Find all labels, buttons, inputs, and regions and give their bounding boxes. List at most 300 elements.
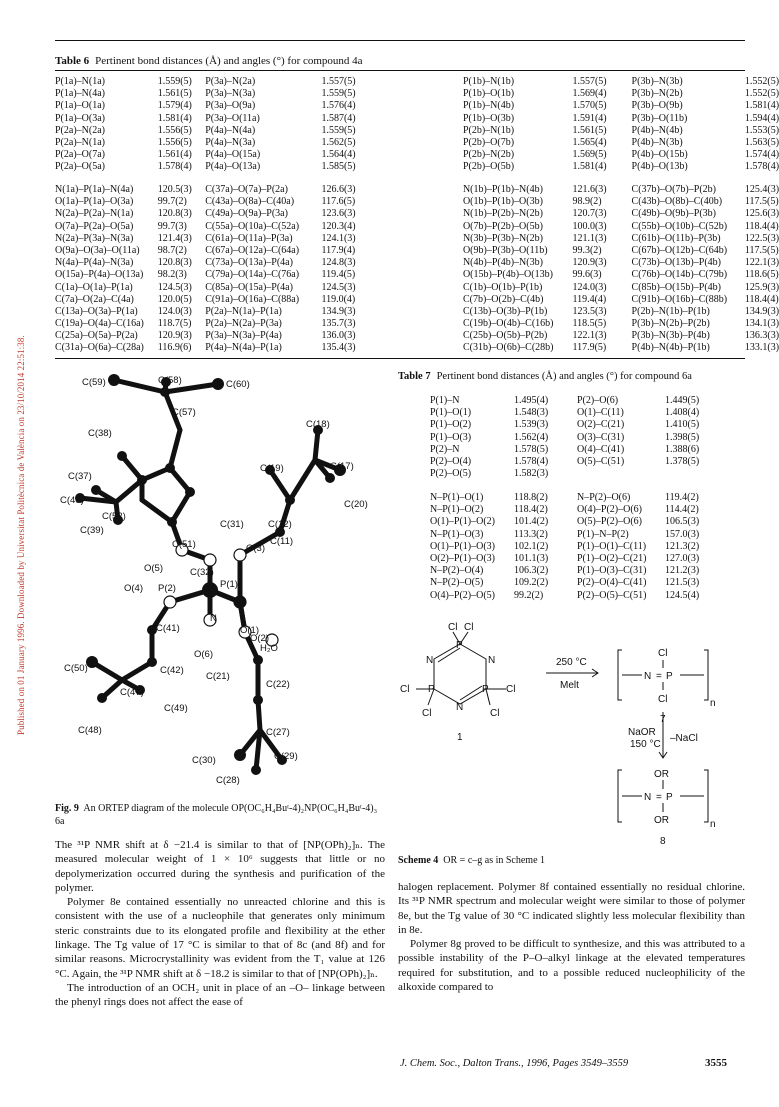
table-cell: 136.3(3) xyxy=(744,330,779,342)
table-cell: P(2b)–N(1b) xyxy=(462,124,515,136)
table-row xyxy=(430,395,745,407)
table-cell: 135.4(3) xyxy=(321,342,356,354)
table-cell: P(3b)–N(2b) xyxy=(631,88,683,100)
table-cell: 120.3(4) xyxy=(321,220,356,232)
figure9-caption xyxy=(55,803,385,828)
table-row xyxy=(430,407,745,419)
table-cell: 124.5(3) xyxy=(157,281,192,293)
atom-label: C(38) xyxy=(88,428,112,439)
svg-text:P: P xyxy=(666,792,673,803)
table-cell: O(15b)–P(4b)–O(13b) xyxy=(462,269,553,281)
table-cell: 117.9(4) xyxy=(321,244,356,256)
table-cell: 119.4(5) xyxy=(321,269,356,281)
table-cell: N(1b)–P(1b)–N(4b) xyxy=(462,184,543,195)
table6-label: Table 6 xyxy=(55,55,90,67)
table-cell: C(25b)–O(5b)–P(2b) xyxy=(462,330,548,342)
table-row xyxy=(55,76,779,88)
svg-text:Cl: Cl xyxy=(490,708,500,719)
table-cell: 120.7(3) xyxy=(572,208,607,220)
table-cell: 113.3(2) xyxy=(514,528,548,540)
table-cell: C(37a)–O(7a)–P(2a) xyxy=(205,184,288,195)
table-cell: P(2a)–N(2a) xyxy=(55,124,105,136)
page-number: 3555 xyxy=(705,1057,727,1069)
table-cell: 121.3(2) xyxy=(665,540,700,552)
table-cell: 133.1(3) xyxy=(744,342,779,354)
table-cell: P(1b)–O(1b) xyxy=(462,88,515,100)
table-cell: 126.6(3) xyxy=(321,184,356,195)
body-column-right xyxy=(398,880,745,994)
svg-text:N: N xyxy=(488,655,496,666)
svg-text:Cl: Cl xyxy=(448,622,458,633)
table-cell: P(4a)–N(4a)–P(1a) xyxy=(205,342,282,354)
atom-label: C(28) xyxy=(216,775,240,786)
table-cell: 1.582(3) xyxy=(514,468,549,480)
table-cell: 1.561(5) xyxy=(572,124,607,136)
table-cell: 120.8(3) xyxy=(157,257,192,269)
table-cell: 101.4(2) xyxy=(514,516,549,528)
atom-label: C(17) xyxy=(330,461,354,472)
table-cell: P(3b)–N(3b)–P(4b) xyxy=(631,330,710,342)
table-cell: 118.7(5) xyxy=(157,318,192,330)
table-cell: O(4)–P(2)–O(6) xyxy=(577,504,642,516)
figure9-label: Fig. 9 xyxy=(55,803,79,814)
table-cell: C(55b)–O(10b)–C(52b) xyxy=(631,220,728,232)
table-cell: O(1)–C(11) xyxy=(577,407,624,419)
atom-label: C(32) xyxy=(190,567,214,578)
table-cell: C(13b)–O(3b)–P(1b) xyxy=(462,305,548,317)
table-cell: 120.9(3) xyxy=(157,330,192,342)
table-row xyxy=(55,293,779,306)
paragraph: The introduction of an OCH₂ unit in place of an –O– linkage between the phenyl rings does not affect the ease of xyxy=(55,981,385,1009)
table-cell: 1.564(4) xyxy=(321,149,356,161)
table-cell: 124.8(3) xyxy=(321,257,356,269)
atom-label: C(57) xyxy=(172,407,196,418)
table-cell: N–P(1)–O(1) xyxy=(430,492,484,503)
table7-caption: Pertinent bond distances (Å) and angles (°) for compound 6a xyxy=(436,371,692,382)
table-cell: 124.5(3) xyxy=(321,281,356,293)
table-cell: P(4b)–N(4b)–P(1b) xyxy=(631,342,710,354)
table-cell: N(1b)–P(2b)–N(2b) xyxy=(462,208,543,220)
table-cell: C(13a)–O(3a)–P(1a) xyxy=(55,305,138,317)
atom-label: C(47) xyxy=(120,687,144,698)
table-cell: O(1)–P(1)–O(2) xyxy=(430,516,495,528)
svg-text:N: N xyxy=(644,671,652,682)
table-row xyxy=(55,257,779,269)
atom-label: C(27) xyxy=(266,727,290,738)
table-row xyxy=(55,161,779,173)
table-cell: 1.449(5) xyxy=(665,395,700,406)
cyclic-ring xyxy=(434,644,486,704)
table-cell: 98.9(2) xyxy=(572,196,602,208)
table-cell: P(2a)–O(7a) xyxy=(55,149,105,161)
table-cell: P(1a)–N(4a) xyxy=(55,88,105,100)
table-cell: P(1a)–O(3a) xyxy=(55,112,105,124)
paragraph: halogen replacement. Polymer 8f contained essentially no residual chlorine. Its ³¹P NMR spectrum and molecular weight were similar to those of polymer 8e, but the Tg value of 30 °C indicated slightly less molecular flexibility than in 8e. xyxy=(398,881,745,936)
table-cell: 99.7(2) xyxy=(157,196,187,208)
table-cell: O(9a)–O(3a)–O(11a) xyxy=(55,244,140,256)
table-cell: N(4a)–P(4a)–N(3a) xyxy=(55,257,134,269)
table-cell: P(3a)–N(2a) xyxy=(205,76,256,87)
table-row xyxy=(55,184,779,196)
table-cell: C(49a)–O(9a)–P(3a) xyxy=(205,208,288,220)
table-cell: C(43b)–O(8b)–C(40b) xyxy=(631,196,723,208)
table-cell: C(1a)–O(1a)–P(1a) xyxy=(55,281,133,293)
table-cell: C(85a)–O(15a)–P(4a) xyxy=(205,281,293,293)
table-cell: N–P(2)–O(6) xyxy=(577,492,631,503)
table-row xyxy=(55,281,779,294)
atom-label: C(51) xyxy=(172,539,196,550)
table-row xyxy=(430,468,745,480)
table-cell: 114.4(2) xyxy=(665,504,699,516)
table-cell: 157.0(3) xyxy=(665,528,700,540)
table-cell: O(7a)–P(2a)–O(5a) xyxy=(55,220,134,232)
table-cell: 134.9(3) xyxy=(744,305,779,317)
table-cell: C(91b)–O(16b)–C(88b) xyxy=(631,293,728,305)
table-row xyxy=(430,504,745,516)
table-cell: P(1)–O(2) xyxy=(430,419,472,431)
atom-label: C(42) xyxy=(160,665,184,676)
atom-label: H₂O xyxy=(260,643,278,654)
atom-label: C(58) xyxy=(158,375,182,386)
table-cell: 121.4(3) xyxy=(157,232,192,244)
table-cell: N(2a)–P(2a)–N(1a) xyxy=(55,208,134,220)
table-cell: O(5)–C(51) xyxy=(577,455,625,467)
table-cell: 122.1(3) xyxy=(572,330,607,342)
table-cell: C(61a)–O(11a)–P(3a) xyxy=(205,232,293,244)
svg-text:OR: OR xyxy=(654,815,669,826)
svg-text:7: 7 xyxy=(660,714,666,725)
table-cell: P(4a)–N(4a) xyxy=(205,124,256,136)
table6-caption: Pertinent bond distances (Å) and angles (°) for compound 4a xyxy=(95,55,363,67)
table-cell: 106.5(3) xyxy=(665,516,700,528)
svg-text:Cl: Cl xyxy=(422,708,432,719)
table-cell: 101.1(3) xyxy=(514,552,549,564)
table-cell: P(1)–O(3) xyxy=(430,431,472,443)
svg-text:P: P xyxy=(482,684,489,695)
table-cell: 119.4(2) xyxy=(665,492,699,503)
body-column-left xyxy=(55,838,385,1010)
table-cell: 120.9(3) xyxy=(572,257,607,269)
table-cell: P(4a)–N(3a) xyxy=(205,136,256,148)
atom-label: C(18) xyxy=(306,419,330,430)
table-cell: 1.594(4) xyxy=(744,112,779,124)
paragraph: Polymer 8g proved to be difficult to synthesize, and this was attributed to a possible instability of the P–O–alkyl linkage at the elevated temperatures required for substitution, and to a possible reduced nucleophilicity of the alkoxide compared to xyxy=(398,938,745,994)
table6-title xyxy=(55,55,363,67)
svg-text:Cl: Cl xyxy=(506,684,516,695)
table-cell: 1.562(5) xyxy=(321,136,356,148)
table-cell: 99.3(2) xyxy=(572,244,602,256)
table-cell: C(31a)–O(6a)–C(28a) xyxy=(55,342,144,354)
table-cell: 1.587(4) xyxy=(321,112,356,124)
table-cell: 119.0(4) xyxy=(321,293,356,305)
table-cell: 117.6(5) xyxy=(321,196,356,208)
figure9-caption-text: An ORTEP diagram of the molecule OP(OC₆H₄Buᵗ-4)₂NP(OC₆H₄Buᵗ-4)₃ 6a xyxy=(55,803,378,827)
table-cell: P(2b)–O(5b) xyxy=(462,161,515,173)
table-cell: O(4)–P(2)–O(5) xyxy=(430,589,495,601)
table-cell: 127.0(3) xyxy=(665,552,700,564)
table-cell: P(4a)–O(15a) xyxy=(205,149,261,161)
table-cell: 98.2(3) xyxy=(157,269,187,281)
table-cell: C(61b)–O(11b)–P(3b) xyxy=(631,232,721,244)
table-cell: 134.9(3) xyxy=(321,305,356,317)
table-cell: C(19a)–O(4a)–C(16a) xyxy=(55,318,144,330)
atom-label: C(31) xyxy=(220,519,244,530)
table-cell: C(79a)–O(14a)–C(76a) xyxy=(205,269,300,281)
table-cell: 116.9(6) xyxy=(157,342,192,354)
svg-text:N: N xyxy=(456,702,464,713)
table6-head-rule xyxy=(55,70,745,71)
table-cell: O(5)–P(2)–O(6) xyxy=(577,516,642,528)
table-cell: 123.5(3) xyxy=(572,305,607,317)
table-row xyxy=(430,456,745,468)
table-row xyxy=(55,269,779,281)
table-cell: 120.5(3) xyxy=(157,184,192,195)
table-cell: P(3b)–N(3b) xyxy=(631,76,683,87)
table-cell: 1.565(4) xyxy=(572,136,607,148)
table-cell: O(1a)–P(1a)–O(3a) xyxy=(55,196,134,208)
table-row xyxy=(430,419,745,431)
svg-text:Melt: Melt xyxy=(560,680,579,691)
table-cell: C(25a)–O(5a)–P(2a) xyxy=(55,330,138,342)
svg-text:N: N xyxy=(426,655,434,666)
table-cell: C(85b)–O(15b)–P(4b) xyxy=(631,281,721,293)
download-watermark xyxy=(4,215,26,735)
download-note: Published on 01 January 1996. Downloaded by Universitat Politècnica de València on 23/10/2014 22:51:38. xyxy=(16,335,26,735)
svg-text:NaOR: NaOR xyxy=(628,727,656,738)
paragraph: The ³¹P NMR shift at δ −21.4 is similar to that of [NP(OPh)₂]ₙ. The measured molecular weight of 1 × 10⁶ suggests that little or no depolymerization occurred during the synthesis and purification of the polymer. xyxy=(55,839,385,894)
table-cell: P(1)–N–P(2) xyxy=(577,528,629,540)
table-cell: 134.1(3) xyxy=(744,318,779,330)
table-cell: 1.581(4) xyxy=(744,100,779,112)
table-cell: 135.7(3) xyxy=(321,318,356,330)
atom-label: C(12) xyxy=(268,519,292,530)
table-cell: P(1)–O(3)–C(31) xyxy=(577,565,647,577)
table-row xyxy=(55,244,779,257)
table-cell: P(2a)–N(2a)–P(3a) xyxy=(205,318,282,330)
table-row xyxy=(55,330,779,342)
table-cell: O(7b)–P(2b)–O(5b) xyxy=(462,220,543,232)
table-cell: 1.569(5) xyxy=(572,149,607,161)
table-cell: 120.0(5) xyxy=(157,293,192,305)
table-cell: O(2)–C(21) xyxy=(577,419,625,431)
atom-label: C(40) xyxy=(60,495,84,506)
table-row xyxy=(430,516,745,528)
table-cell: C(55a)–O(10a)–C(52a) xyxy=(205,220,300,232)
table-cell: C(7a)–O(2a)–C(4a) xyxy=(55,293,134,305)
scheme4-svg xyxy=(398,620,743,850)
svg-text:=: = xyxy=(656,671,662,682)
svg-text:OR: OR xyxy=(654,769,669,780)
table-cell: O(9b)–P(3b)–O(11b) xyxy=(462,244,548,256)
table-row xyxy=(430,492,745,504)
table-cell: 121.6(3) xyxy=(572,184,607,195)
table-cell: P(1)–N xyxy=(430,395,460,406)
table-row xyxy=(430,577,745,589)
table-row xyxy=(55,220,779,233)
table6-bottom-rule xyxy=(55,358,745,359)
table-cell: 117.5(5) xyxy=(744,244,779,256)
table-cell: 1.398(5) xyxy=(665,431,700,443)
table-cell: 1.559(5) xyxy=(321,88,356,100)
atom-label: O(5) xyxy=(144,563,163,574)
table-cell: 100.0(3) xyxy=(572,220,607,232)
table-cell: 1.578(4) xyxy=(514,455,549,467)
svg-text:n: n xyxy=(710,698,716,709)
table-row xyxy=(430,553,745,565)
atom-label: C(19) xyxy=(260,463,284,474)
table-cell: 118.4(2) xyxy=(514,504,548,516)
table-cell: C(67b)–O(12b)–C(64b) xyxy=(631,244,728,256)
table-cell: 1.378(5) xyxy=(665,455,700,467)
table6-distances xyxy=(55,76,779,174)
table-cell: P(1a)–O(1a) xyxy=(55,100,105,112)
table-cell: 124.5(4) xyxy=(665,589,700,601)
table-cell: 106.3(2) xyxy=(514,565,549,577)
table-cell: 99.2(2) xyxy=(514,589,544,601)
atom-label: C(30) xyxy=(192,755,216,766)
table-cell: 123.6(3) xyxy=(321,208,356,220)
table-cell: 121.2(3) xyxy=(665,565,700,577)
table-row xyxy=(430,565,745,577)
svg-text:n: n xyxy=(710,819,716,830)
table-cell: 118.6(5) xyxy=(744,269,779,281)
table-cell: 1.574(4) xyxy=(744,149,779,161)
table-cell: 1.557(5) xyxy=(321,76,356,87)
table-cell: 98.7(2) xyxy=(157,244,187,256)
table-cell: 1.539(3) xyxy=(514,419,549,431)
table-cell: 1.562(4) xyxy=(514,431,549,443)
table-row xyxy=(55,208,779,220)
atom-label: O(3) xyxy=(246,543,265,554)
atom-label: C(37) xyxy=(68,471,92,482)
figure9-ortep xyxy=(60,370,368,800)
table-cell: N(2a)–P(3a)–N(3a) xyxy=(55,232,134,244)
atom-label: P(2) xyxy=(158,583,176,594)
scheme4-caption xyxy=(398,855,545,866)
table-row xyxy=(55,196,779,208)
atom-label: O(4) xyxy=(124,583,143,594)
scheme4-diagram xyxy=(398,620,743,850)
atom-label: C(20) xyxy=(344,499,368,510)
table-cell: P(1b)–N(1b) xyxy=(462,76,515,87)
table-cell: 1.410(5) xyxy=(665,419,700,431)
table-cell: 1.559(5) xyxy=(157,76,192,87)
table-cell: 1.388(6) xyxy=(665,443,700,455)
table-cell: P(1a)–N(1a) xyxy=(55,76,105,87)
table-cell: 1.581(4) xyxy=(157,112,192,124)
table-cell: 99.6(3) xyxy=(572,269,602,281)
svg-text:=: = xyxy=(656,792,662,803)
table-cell: P(3a)–N(3a) xyxy=(205,88,256,100)
table-cell: C(73b)–O(13b)–P(4b) xyxy=(631,257,721,269)
table-cell: P(2)–O(5)–C(51) xyxy=(577,589,647,601)
table-cell: 1.570(5) xyxy=(572,100,607,112)
table-cell: N–P(1)–O(3) xyxy=(430,528,484,540)
table-cell: P(2b)–N(1b)–P(1b) xyxy=(631,305,710,317)
table-cell: 1.553(5) xyxy=(744,124,779,136)
atom-label: P(1) xyxy=(220,579,238,590)
svg-text:Cl: Cl xyxy=(464,622,474,633)
table-cell: 136.0(3) xyxy=(321,330,356,342)
table-cell: C(76b)–O(14b)–C(79b) xyxy=(631,269,728,281)
table-cell: C(37b)–O(7b)–P(2b) xyxy=(631,184,716,195)
table-cell: 109.2(2) xyxy=(514,577,549,589)
table-cell: N–P(1)–O(2) xyxy=(430,504,484,516)
table-cell: 1.585(5) xyxy=(321,161,356,173)
svg-text:250 °C: 250 °C xyxy=(556,657,587,668)
svg-text:P: P xyxy=(666,671,673,682)
table-row xyxy=(55,232,779,245)
table-cell: 124.0(3) xyxy=(572,281,607,293)
table-cell: P(2b)–N(2b) xyxy=(462,149,515,161)
table-row xyxy=(55,136,779,149)
table7-distances xyxy=(430,395,745,480)
table-cell: 125.9(3) xyxy=(744,281,779,293)
table-cell: 118.4(4) xyxy=(744,293,779,305)
table-cell: P(2b)–O(7b) xyxy=(462,136,515,148)
table-cell: P(2a)–N(1a) xyxy=(55,136,105,148)
table-cell: P(2a)–N(1a)–P(1a) xyxy=(205,305,282,317)
table-cell: N–P(2)–O(5) xyxy=(430,577,484,589)
table-cell: 121.5(3) xyxy=(665,577,700,589)
paragraph: Polymer 8e contained essentially no unreacted chlorine and this is consistent with the use of a nucleophile that generates only minimum steric constraints due to its elongated profile and flexibility at the ether linkage. The Tg value of 17 °C is similar to that of 8c (and 8f) and for similar reasons. Microcrystallinity was evident from the T₁ value at 126 °C. Again, the ³¹P NMR shift at δ −18.2 is similar to that of [NP(OPh)₂]ₙ. xyxy=(55,896,385,980)
table-row xyxy=(55,100,779,112)
table-row xyxy=(55,112,779,125)
table-cell: N(1a)–P(1a)–N(4a) xyxy=(55,184,134,195)
table-row xyxy=(55,149,779,161)
table-cell: C(7b)–O(2b)–C(4b) xyxy=(462,293,544,305)
table-cell: P(2a)–O(5a) xyxy=(55,161,105,173)
table-cell: N–P(2)–O(4) xyxy=(430,565,484,577)
atom-label: C(22) xyxy=(266,679,290,690)
table-cell: 1.552(5) xyxy=(744,76,779,87)
table-cell: 1.548(3) xyxy=(514,407,549,419)
table-cell: 117.9(5) xyxy=(572,342,607,354)
table-cell: 1.569(4) xyxy=(572,88,607,100)
atom-label: C(59) xyxy=(82,377,106,388)
svg-text:Cl: Cl xyxy=(400,684,410,695)
table-cell: 102.1(2) xyxy=(514,540,549,552)
table-cell: P(3a)–O(9a) xyxy=(205,100,256,112)
table-cell: P(2)–O(4) xyxy=(430,455,472,467)
table-cell: 117.5(5) xyxy=(744,196,779,208)
table-cell: P(3b)–O(9b) xyxy=(631,100,683,112)
table-cell: C(91a)–O(16a)–C(88a) xyxy=(205,293,300,305)
table-cell: O(4)–C(41) xyxy=(577,443,625,455)
atom-label: C(60) xyxy=(226,379,250,390)
svg-text:P: P xyxy=(456,640,463,651)
table-cell: P(4b)–O(15b) xyxy=(631,149,688,161)
table-cell: 1.561(5) xyxy=(157,88,192,100)
svg-text:N: N xyxy=(644,792,652,803)
table-cell: P(4b)–N(3b) xyxy=(631,136,683,148)
table-cell: P(4a)–O(13a) xyxy=(205,161,261,173)
atom-label: N xyxy=(210,613,217,624)
svg-text:8: 8 xyxy=(660,836,666,847)
table-cell: 1.561(4) xyxy=(157,149,192,161)
scheme4-label: Scheme 4 xyxy=(398,855,439,866)
table-cell: C(19b)–O(4b)–C(16b) xyxy=(462,318,554,330)
table-cell: 125.6(3) xyxy=(744,208,779,220)
table-cell: 120.8(3) xyxy=(157,208,192,220)
table-row xyxy=(430,590,745,602)
table-cell: O(3)–C(31) xyxy=(577,431,625,443)
atom-label: O(2) xyxy=(250,633,269,644)
atom-label: C(39) xyxy=(80,525,104,536)
table-cell: 122.5(3) xyxy=(744,232,779,244)
table-cell: 1.578(4) xyxy=(744,161,779,173)
table-cell: P(1)–O(1)–C(11) xyxy=(577,540,647,552)
